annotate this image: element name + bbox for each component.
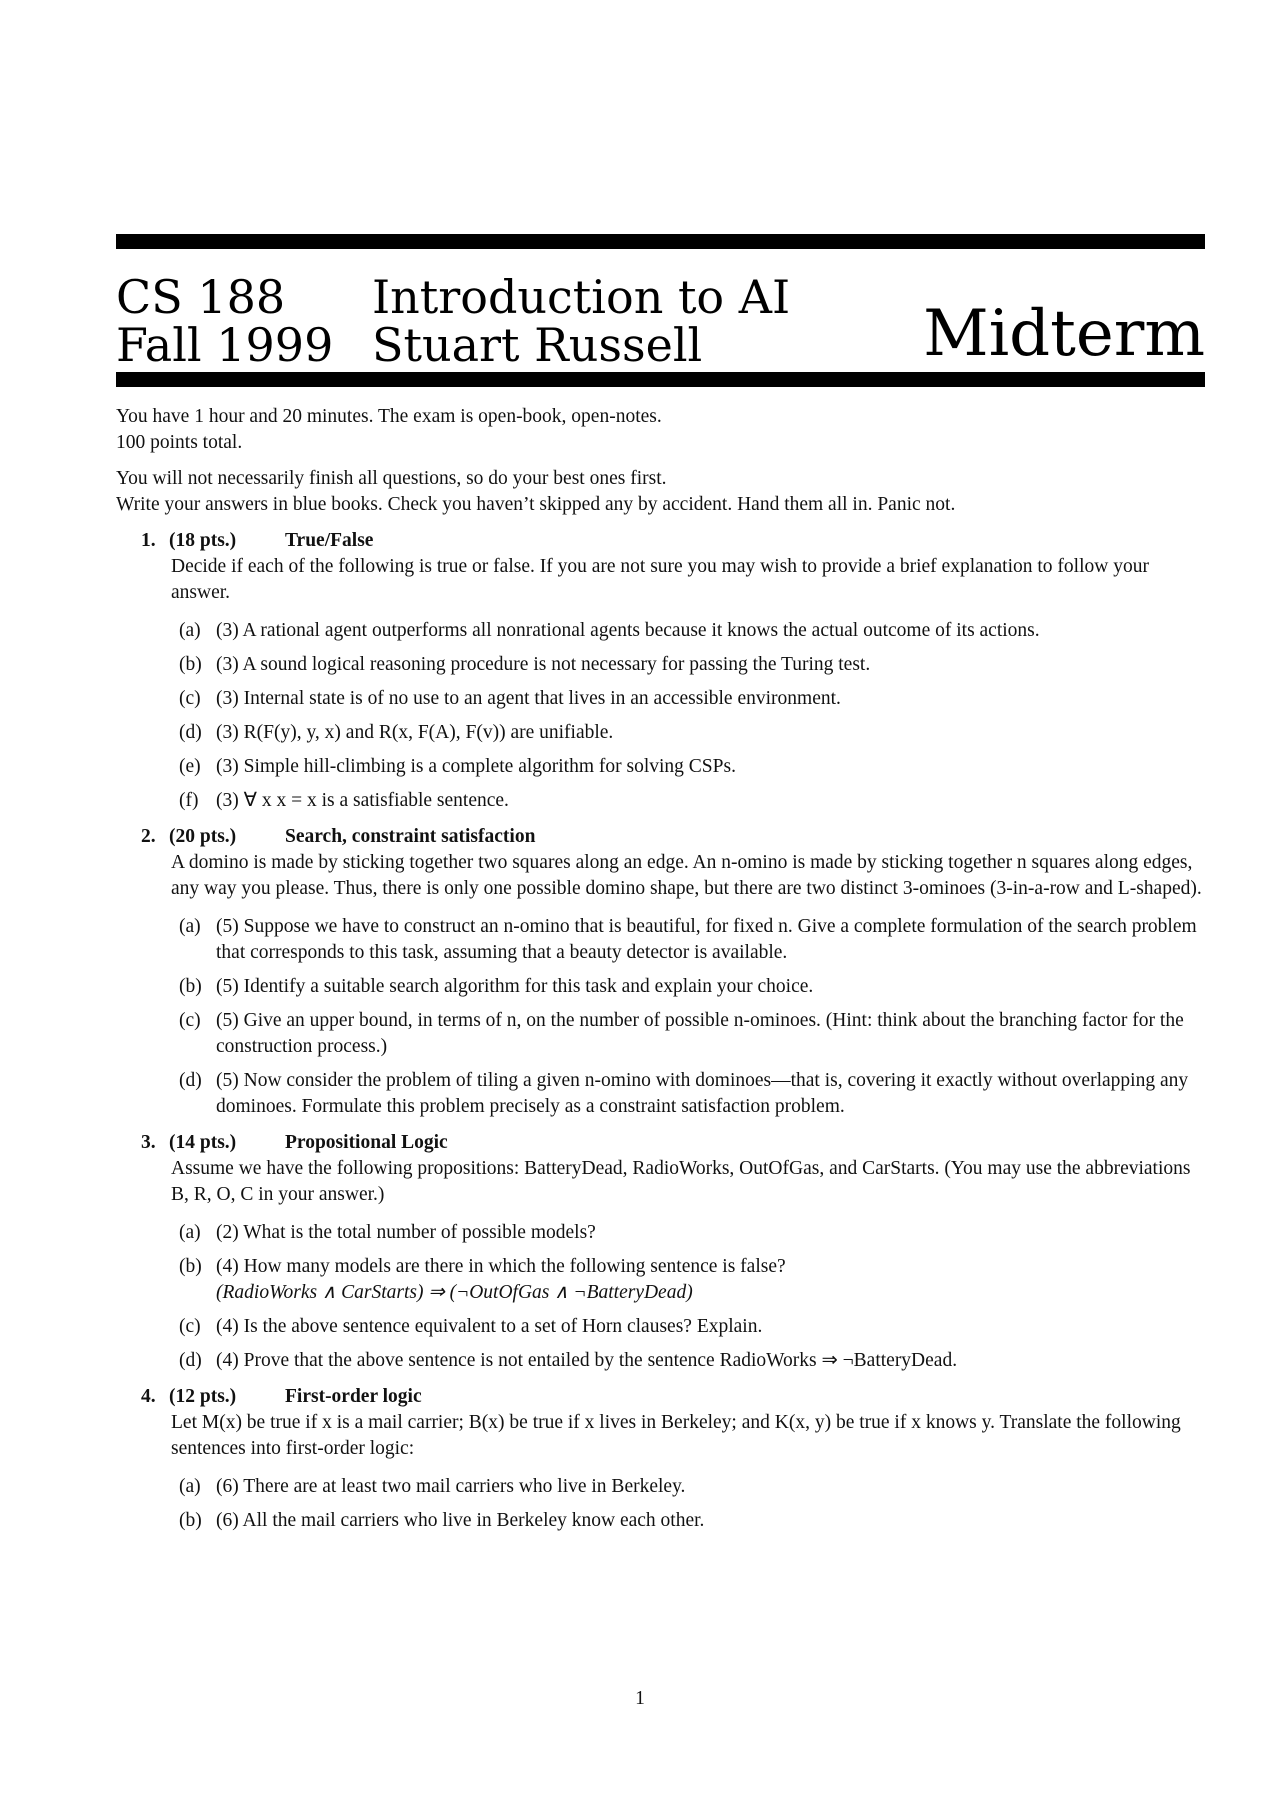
question-title: First-order logic: [285, 1386, 422, 1407]
part-text-block: [216, 720, 1208, 746]
question-part: [179, 974, 1208, 1000]
part-label: (d): [179, 722, 202, 743]
part-text: (3) A sound logical reasoning procedure is not necessary for passing the Turing test.: [216, 654, 871, 675]
professor-name: Stuart Russell: [372, 318, 703, 372]
question-part: [179, 1314, 1208, 1340]
question-part: [179, 686, 1208, 712]
question-prompt: Assume we have the following propositions: BatteryDead, RadioWorks, OutOfGas, and CarStarts. (You may use the abbreviations B, R, O, C in your answer.): [171, 1158, 1191, 1205]
exam-name: Midterm: [923, 297, 1205, 371]
question-points: (18 pts.): [169, 530, 237, 551]
part-text-block: [216, 1474, 1208, 1500]
part-text-block: [216, 1254, 1208, 1306]
question-part: [179, 618, 1208, 644]
question-part: [179, 1220, 1208, 1246]
question-list: [116, 528, 1208, 1534]
part-text: (5) Suppose we have to construct an n-omino that is beautiful, for fixed n. Give a complete formulation of the search problem that corresponds to this task, assuming that a beauty detector is available.: [216, 916, 1197, 963]
part-text-block: [216, 652, 1208, 678]
part-text-block: [216, 914, 1208, 966]
question-title: Propositional Logic: [285, 1132, 448, 1153]
part-text-block: [216, 1314, 1208, 1340]
question-prompt: Decide if each of the following is true or false. If you are not sure you may wish to provide a brief explanation to follow your answer.: [171, 556, 1149, 603]
part-text-block: [216, 1008, 1208, 1060]
header-rule-bottom: [116, 372, 1205, 387]
question-points: (12 pts.): [169, 1386, 237, 1407]
part-formula: (RadioWorks ∧ CarStarts) ⇒ (¬OutOfGas ∧ ¬BatteryDead): [216, 1282, 693, 1303]
question-part: [179, 1068, 1208, 1120]
question-parts: [179, 1474, 1208, 1534]
question-number: 4.: [141, 1386, 156, 1407]
question-points: (14 pts.): [169, 1132, 237, 1153]
question-part: [179, 788, 1208, 814]
part-text: (3) A rational agent outperforms all nonrational agents because it knows the actual outcome of its actions.: [216, 620, 1040, 641]
question-part: [179, 1254, 1208, 1306]
question-1: [116, 528, 1208, 814]
part-label: (f): [179, 790, 199, 811]
part-text: (5) Now consider the problem of tiling a given n-omino with dominoes—that is, covering it exactly without overlapping any dominoes. Formulate this problem precisely as a constraint satisfaction problem.: [216, 1070, 1189, 1117]
question-parts: [179, 1220, 1208, 1374]
question-parts: [179, 914, 1208, 1120]
part-label: (e): [179, 756, 201, 777]
question-part: [179, 914, 1208, 966]
exam-body: [116, 404, 1208, 1542]
instruction-line: Write your answers in blue books. Check you haven’t skipped any by accident. Hand them all in. Panic not.: [116, 494, 956, 515]
part-text: (3) R(F(y), y, x) and R(x, F(A), F(v)) are unifiable.: [216, 722, 614, 743]
part-text-block: [216, 1220, 1208, 1246]
question-part: [179, 720, 1208, 746]
question-parts: [179, 618, 1208, 814]
question-number: 2.: [141, 826, 156, 847]
question-heading: [141, 1384, 1208, 1410]
part-label: (b): [179, 976, 202, 997]
question-title: Search, constraint satisfaction: [285, 826, 536, 847]
part-label: (b): [179, 1256, 202, 1277]
header-rule-top: [116, 234, 1205, 249]
question-part: [179, 652, 1208, 678]
question-heading: [141, 824, 1208, 850]
part-text: (3) ∀ x x = x is a satisfiable sentence.: [216, 790, 509, 811]
question-prompt: Let M(x) be true if x is a mail carrier; B(x) be true if x lives in Berkeley; and K(x, y) be true if x knows y. Translate the following sentences into first-order logic:: [171, 1412, 1181, 1459]
question-heading: [141, 528, 1208, 554]
question-heading: [141, 1130, 1208, 1156]
page-number: 1: [635, 1688, 645, 1709]
question-number: 3.: [141, 1132, 156, 1153]
part-text-block: [216, 974, 1208, 1000]
question-4: [116, 1384, 1208, 1534]
part-text: (5) Give an upper bound, in terms of n, on the number of possible n-ominoes. (Hint: think about the branching factor for the construction process.): [216, 1010, 1184, 1057]
part-text: (2) What is the total number of possible models?: [216, 1222, 596, 1243]
part-label: (a): [179, 620, 201, 641]
part-label: (a): [179, 1222, 201, 1243]
part-text-block: [216, 1068, 1208, 1120]
course-term: Fall 1999: [116, 318, 334, 372]
part-text: (6) All the mail carriers who live in Berkeley know each other.: [216, 1510, 705, 1531]
part-text-block: [216, 1348, 1208, 1374]
part-text-block: [216, 686, 1208, 712]
question-points: (20 pts.): [169, 826, 237, 847]
instructions: [116, 404, 1208, 518]
part-label: (d): [179, 1350, 202, 1371]
part-text: (4) Is the above sentence equivalent to a set of Horn clauses? Explain.: [216, 1316, 763, 1337]
part-label: (c): [179, 1010, 201, 1031]
part-label: (c): [179, 688, 201, 709]
part-text: (3) Internal state is of no use to an agent that lives in an accessible environment.: [216, 688, 841, 709]
instruction-line: 100 points total.: [116, 432, 243, 453]
part-label: (a): [179, 1476, 201, 1497]
course-title: Introduction to AI: [372, 270, 791, 324]
question-part: [179, 1348, 1208, 1374]
part-text: (4) How many models are there in which the following sentence is false?: [216, 1256, 786, 1277]
question-part: [179, 1508, 1208, 1534]
part-text: (3) Simple hill-climbing is a complete algorithm for solving CSPs.: [216, 756, 736, 777]
question-3: [116, 1130, 1208, 1374]
instruction-line: You have 1 hour and 20 minutes. The exam is open-book, open-notes.: [116, 406, 662, 427]
course-code: CS 188: [116, 270, 286, 324]
part-text: (4) Prove that the above sentence is not entailed by the sentence RadioWorks ⇒ ¬BatteryDead.: [216, 1350, 958, 1371]
part-label: (a): [179, 916, 201, 937]
part-label: (d): [179, 1070, 202, 1091]
part-text: (5) Identify a suitable search algorithm for this task and explain your choice.: [216, 976, 814, 997]
part-label: (c): [179, 1316, 201, 1337]
question-2: [116, 824, 1208, 1120]
instruction-line: You will not necessarily finish all questions, so do your best ones first.: [116, 468, 667, 489]
question-part: [179, 1474, 1208, 1500]
part-text-block: [216, 1508, 1208, 1534]
question-part: [179, 1008, 1208, 1060]
part-label: (b): [179, 654, 202, 675]
question-prompt: A domino is made by sticking together two squares along an edge. An n-omino is made by sticking together n squares along edges, any way you please. Thus, there is only one possible domino shape, but there are two distinct 3-ominoes (3-in-a-row and L-shaped).: [171, 852, 1202, 899]
question-number: 1.: [141, 530, 156, 551]
part-label: (b): [179, 1510, 202, 1531]
part-text-block: [216, 788, 1208, 814]
part-text-block: [216, 618, 1208, 644]
question-title: True/False: [285, 530, 374, 551]
question-part: [179, 754, 1208, 780]
part-text-block: [216, 754, 1208, 780]
part-text: (6) There are at least two mail carriers who live in Berkeley.: [216, 1476, 686, 1497]
